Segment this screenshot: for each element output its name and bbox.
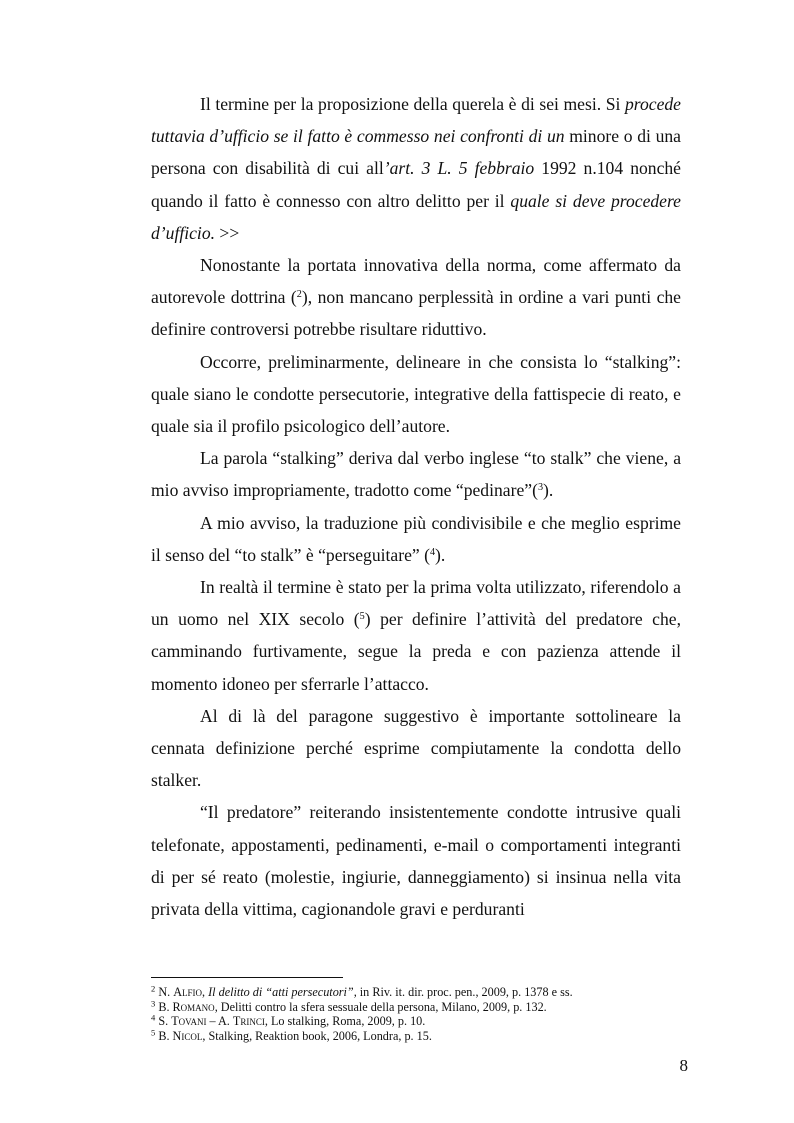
footnote-author: Romano [172, 999, 215, 1014]
text-run: A mio avviso, la traduzione più condivisibile e che meglio esprime il senso del “to stalk” è “perseguitare” ( [151, 512, 681, 565]
footnote-separator: , [202, 985, 209, 999]
body-text [151, 88, 681, 925]
footnote-initial: N. [158, 985, 174, 999]
paragraph-7: Al di là del paragone suggestivo è importante sottolineare la cennata definizione perché esprime compiutamente la condotta dello stalker. [151, 705, 681, 791]
footnote-ref: 3 [537, 482, 544, 494]
footnote-number: 3 [151, 998, 156, 1009]
text-run: In realtà il termine è stato per la prima volta utilizzato, riferendolo a un uomo nel XIX secolo ( [151, 577, 681, 630]
paragraph-4 [151, 442, 681, 506]
italic-run: procede tuttavia d’ufficio se il fatto è commesso nei confronti di un [151, 94, 681, 147]
footnote-divider [151, 977, 343, 978]
footnote-initial: B. [158, 999, 173, 1014]
footnote-separator: , [202, 1028, 209, 1043]
paragraph-5 [151, 507, 681, 571]
footnote-ref: 2 [296, 289, 302, 301]
footnote-number: 5 [151, 1027, 156, 1038]
footnote-initial: B. [158, 1028, 173, 1043]
text-run: ), non mancano perplessità in ordine a vari punti che definire controversi potrebbe risultare riduttivo. [151, 287, 681, 340]
text-run: Nonostante la portata innovativa della norma, come affermato da autorevole dottrina ( [151, 255, 681, 308]
footnote-text: , Lo stalking, Roma, 2009, p. 10. [264, 1014, 426, 1029]
footnote-ref: 4 [429, 546, 436, 558]
paragraph-3: Occorre, preliminarmente, delineare in che consista lo “stalking”: quale siano le condotte persecutorie, integrative della fattispecie di reato, e quale sia il profilo psicologico dell’autore. [151, 351, 681, 437]
footnote-4 [151, 1014, 691, 1029]
footnote-text: in Riv. it. dir. proc. pen., 2009, p. 1378 e ss. [356, 985, 573, 999]
footnote-number: 4 [151, 1012, 156, 1023]
italic-run: quale si deve procedere d’ufficio. [151, 190, 681, 243]
footnote-text: Delitti contro la sfera sessuale della persona, Milano, 2009, p. 132. [220, 999, 547, 1014]
paragraph-6 [151, 571, 681, 700]
footnote-title: Il delitto di “atti persecutori”, [208, 985, 357, 999]
text-run: ). [435, 544, 446, 565]
footnote-ref: 5 [359, 611, 365, 623]
italic-run: ’art. 3 L. 5 febbraio [383, 158, 535, 179]
paragraph-2 [151, 249, 681, 346]
footnote-initial: S. [158, 1014, 172, 1029]
text-run: 1992 n.104 nonché quando il fatto è connesso con altro delitto per il [151, 158, 681, 211]
paragraph-1 [151, 88, 681, 249]
text-run: minore o di una persona con disabilità di cui all [151, 126, 681, 179]
footnote-2 [151, 985, 691, 1000]
text-run: ). [543, 480, 554, 501]
footnote-separator: – A. [206, 1014, 233, 1029]
footnote-text: Stalking, Reaktion book, 2006, Londra, p. 15. [208, 1028, 432, 1043]
footnote-author: Nicol [172, 1028, 203, 1043]
text-run: >> [215, 222, 240, 243]
footnote-author: Alfio [173, 985, 203, 999]
paragraph-8: “Il predatore” reiterando insistentemente condotte intrusive quali telefonate, appostamenti, pedinamenti, e-mail o comportamenti integranti di per sé reato (molestie, ingiurie, danneggiamento) si insinua nella vita privata della vittima, cagionandole gravi e perduranti [151, 802, 681, 920]
footnote-number: 2 [151, 983, 156, 994]
text-run: ) per definire l’attività del predatore che, camminando furtivamente, segue la preda e con pazienza attende il momento idoneo per sferrarle l’attacco. [151, 609, 681, 694]
text-run: La parola “stalking” deriva dal verbo inglese “to stalk” che viene, a mio avviso impropriamente, tradotto come “pedinare”( [151, 448, 681, 501]
footnote-separator: , [214, 999, 221, 1014]
footnotes [151, 985, 691, 1043]
page-number: 8 [679, 1056, 688, 1075]
text-run: Il termine per la proposizione della querela è di sei mesi. Si [200, 94, 625, 114]
footnote-author: Trinci [232, 1014, 265, 1029]
footnote-3 [151, 1000, 691, 1015]
footnote-author: Tovani [171, 1014, 207, 1029]
footnote-5 [151, 1029, 691, 1044]
